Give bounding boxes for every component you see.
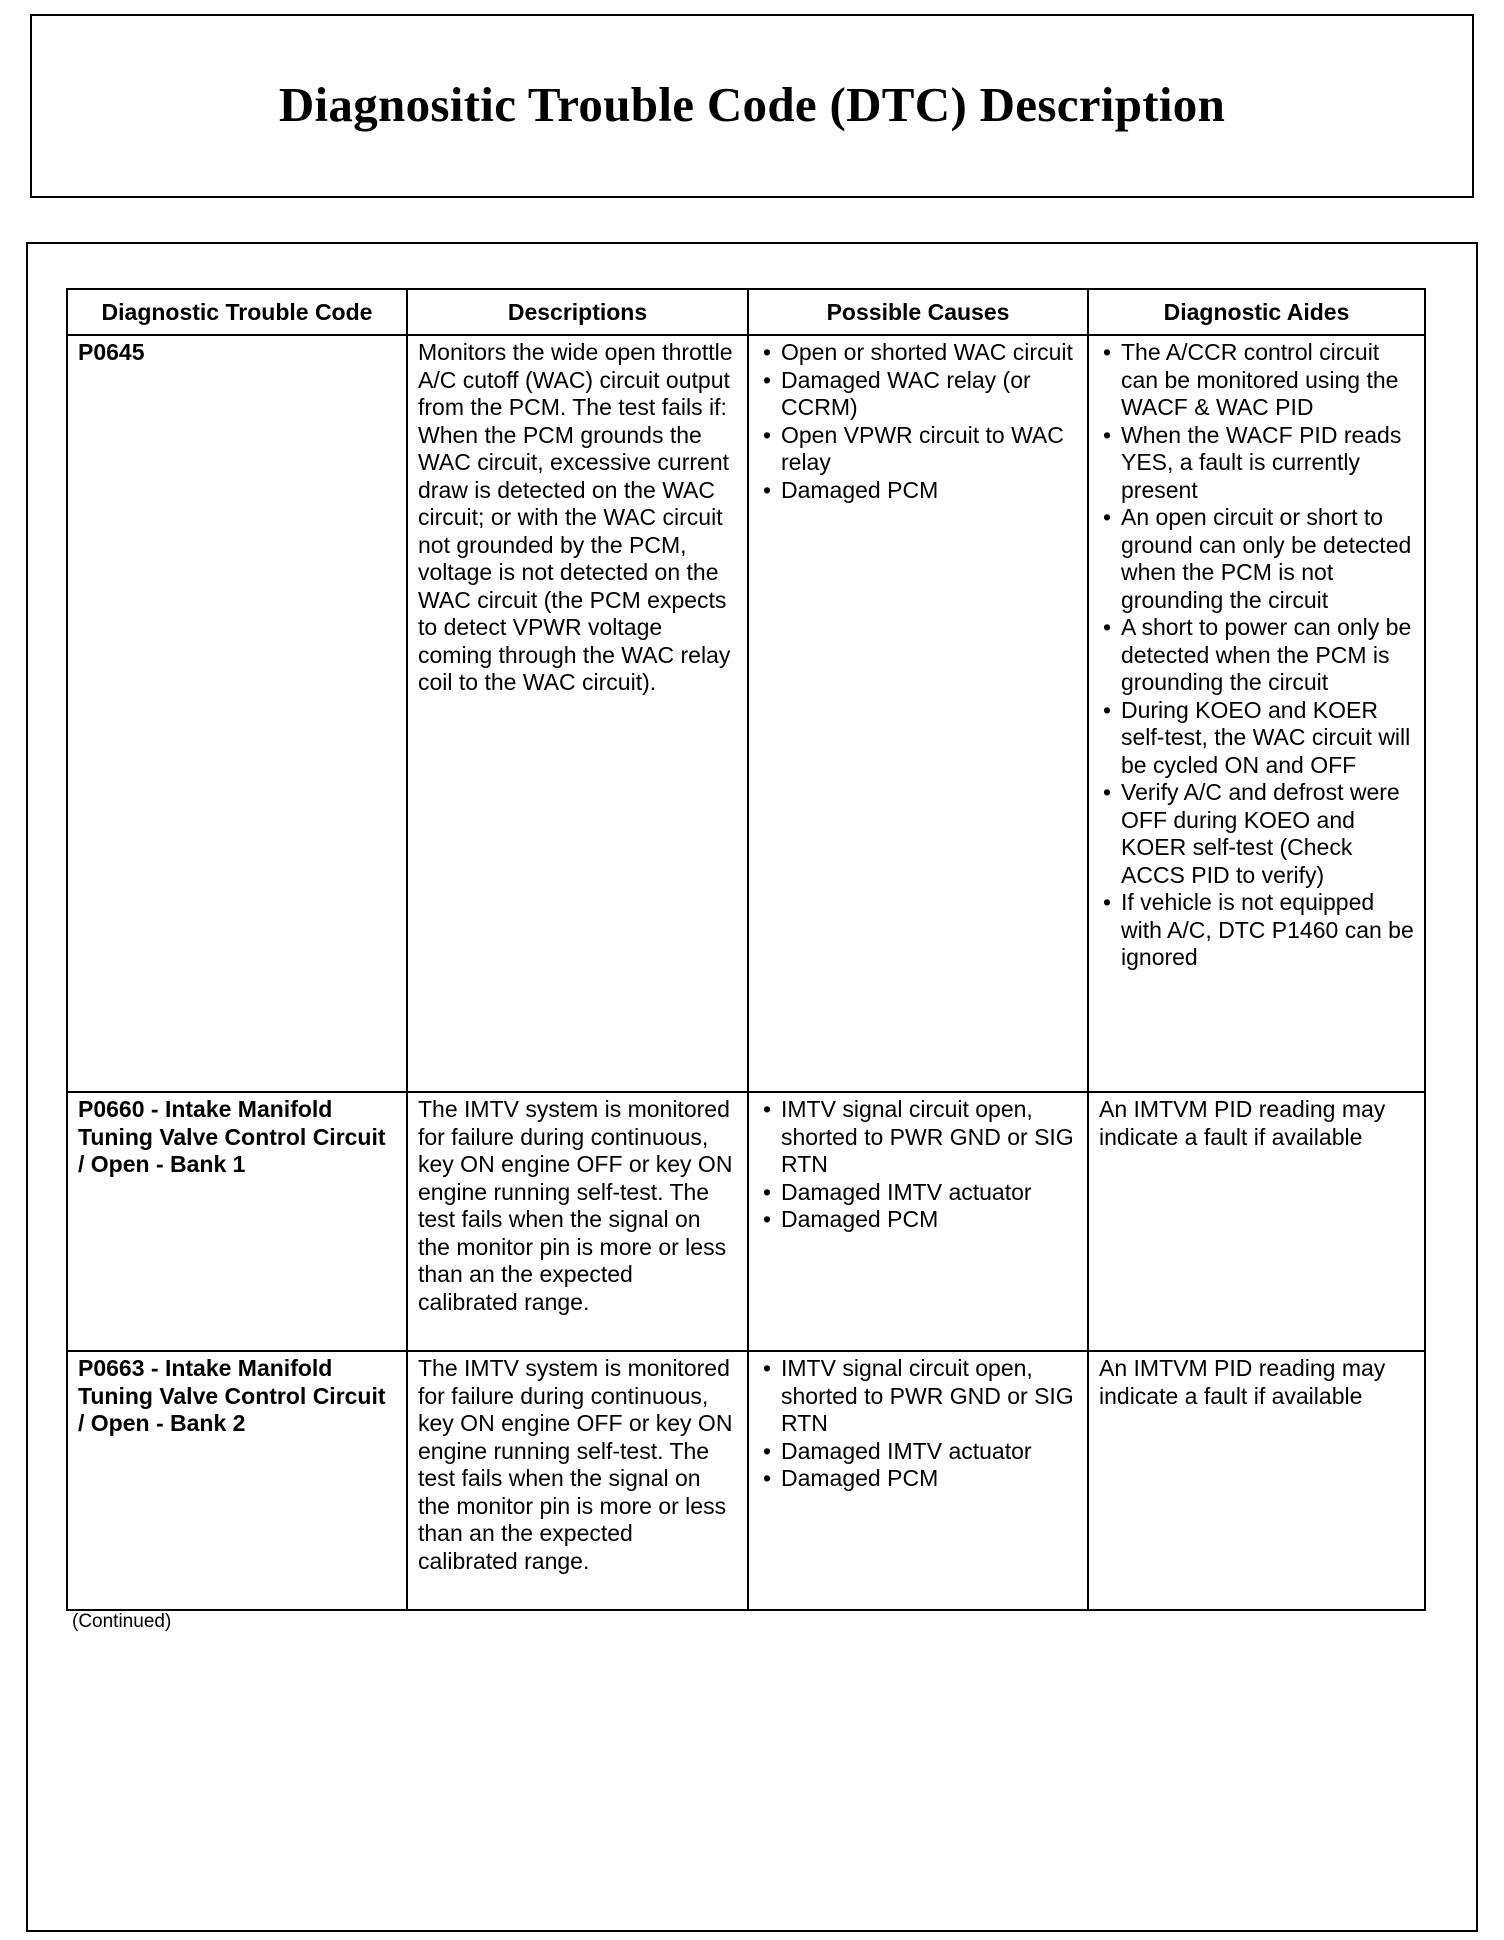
possible-causes [748,1092,1088,1351]
aide-item: • An open circuit or short to ground can only be detected when the PCM is not grounding the circuit [1099,504,1414,614]
header-descriptions: Descriptions [407,289,748,335]
continued-note: (Continued) [72,1611,172,1632]
diagnostic-aides: An IMTVM PID reading may indicate a fault if available [1088,1092,1425,1351]
table-header-row [67,289,1425,335]
cause-item: • Damaged PCM [759,1465,1077,1493]
dtc-description: The IMTV system is monitored for failure during continuous, key ON engine OFF or key ON engine running self-test. The test fails when the signal on the monitor pin is more or less than an the expected calibrated range. [407,1351,748,1610]
possible-causes [748,1351,1088,1610]
dtc-code: P0645 [67,335,407,1092]
diagnostic-aides: An IMTVM PID reading may indicate a fault if available [1088,1351,1425,1610]
table-row [67,335,1425,1092]
aide-item: • If vehicle is not equipped with A/C, DTC P1460 can be ignored [1099,889,1414,972]
content-box [26,242,1478,1932]
header-possible-causes: Possible Causes [748,289,1088,335]
page-title: Diagnositic Trouble Code (DTC) Description [278,77,1226,132]
table-row [67,1092,1425,1351]
cause-item: • Damaged WAC relay (or CCRM) [759,367,1077,422]
header-dtc: Diagnostic Trouble Code [67,289,407,335]
cause-item: • Open or shorted WAC circuit [759,339,1077,367]
possible-causes [748,335,1088,1092]
dtc-description: The IMTV system is monitored for failure during continuous, key ON engine OFF or key ON engine running self-test. The test fails when the signal on the monitor pin is more or less than an the expected calibrated range. [407,1092,748,1351]
dtc-code: P0660 - Intake Manifold Tuning Valve Control Circuit / Open - Bank 1 [67,1092,407,1351]
table-row [67,1351,1425,1610]
cause-item: • Damaged PCM [759,1206,1077,1234]
diagnostic-aides [1088,335,1425,1092]
dtc-description: Monitors the wide open throttle A/C cutoff (WAC) circuit output from the PCM. The test fails if: When the PCM grounds the WAC circuit, excessive current draw is detected on the WAC circuit; or with the WAC circuit not grounded by the PCM, voltage is not detected on the WAC circuit (the PCM expects to detect VPWR voltage coming through the WAC relay coil to the WAC circuit). [407,335,748,1092]
title-box [30,14,1474,198]
dtc-code: P0663 - Intake Manifold Tuning Valve Control Circuit / Open - Bank 2 [67,1351,407,1610]
aide-item: • Verify A/C and defrost were OFF during KOEO and KOER self-test (Check ACCS PID to verify) [1099,779,1414,889]
aide-item: • When the WACF PID reads YES, a fault is currently present [1099,422,1414,505]
cause-item: • IMTV signal circuit open, shorted to PWR GND or SIG RTN [759,1355,1077,1438]
cause-item: • Damaged PCM [759,477,1077,505]
aide-item: • A short to power can only be detected when the PCM is grounding the circuit [1099,614,1414,697]
header-diagnostic-aides: Diagnostic Aides [1088,289,1425,335]
dtc-table [66,288,1426,1611]
cause-item: • Open VPWR circuit to WAC relay [759,422,1077,477]
cause-item: • Damaged IMTV actuator [759,1179,1077,1207]
aide-item: • The A/CCR control circuit can be monitored using the WACF & WAC PID [1099,339,1414,422]
aide-item: • During KOEO and KOER self-test, the WAC circuit will be cycled ON and OFF [1099,697,1414,780]
cause-item: • IMTV signal circuit open, shorted to PWR GND or SIG RTN [759,1096,1077,1179]
cause-item: • Damaged IMTV actuator [759,1438,1077,1466]
